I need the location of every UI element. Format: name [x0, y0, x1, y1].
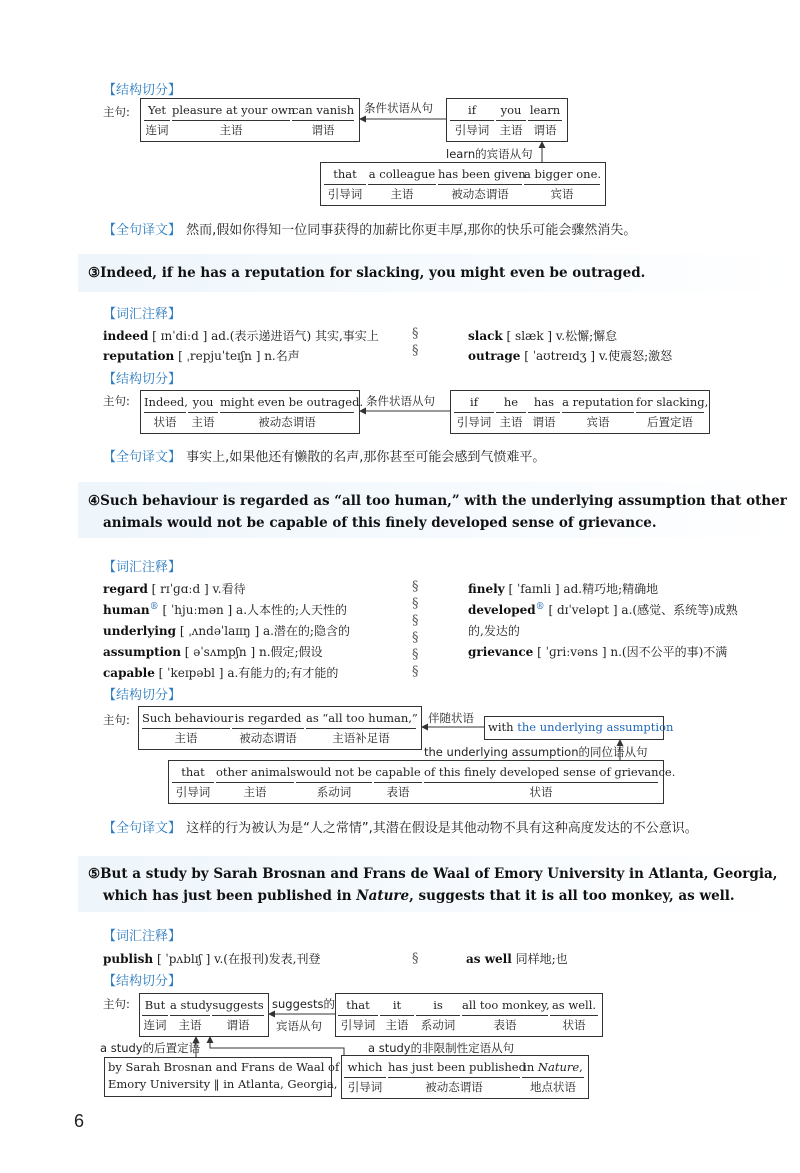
- translation-row: [103, 219, 636, 238]
- appositive-label: the underlying assumption的同位语从句: [424, 745, 648, 759]
- post-attr-line1: by Sarah Brosnan and Frans de Waal of: [108, 1060, 340, 1074]
- word: of this finely developed sense of grievance.: [424, 765, 676, 779]
- word: learn: [529, 103, 561, 117]
- accompany-label: 伴随状语: [428, 711, 474, 725]
- translation-row: [103, 446, 545, 465]
- role: 后置定语: [647, 415, 693, 429]
- role: 状语: [153, 415, 177, 429]
- main-clause-label: 主句:: [103, 997, 130, 1011]
- role: 引导词: [327, 187, 363, 201]
- struct-tag: 【结构切分】: [103, 974, 182, 989]
- role: 引导词: [456, 415, 492, 429]
- role: 表语: [493, 1018, 517, 1032]
- sentence-3: ③Indeed, if he has a reputation for slacking, you might even be outraged.: [88, 265, 646, 281]
- word: if: [468, 103, 476, 117]
- post-attr-label: a study的后置定语: [100, 1041, 201, 1055]
- vocab-entry: underlying [ ˌʌndəˈlaɪɪŋ ] a.潜在的;隐含的: [103, 624, 350, 638]
- role: 引导词: [347, 1080, 383, 1094]
- word: if: [470, 395, 478, 409]
- role: 主语: [499, 415, 523, 429]
- word: it: [392, 998, 402, 1012]
- word: for slacking,: [636, 395, 709, 409]
- role: 被动态谓语: [451, 187, 509, 201]
- word: might even be outraged.: [220, 395, 364, 409]
- word: But: [144, 998, 166, 1012]
- vocab-entry: slack [ slæk ] v.松懈;懈怠: [468, 329, 618, 343]
- role: 主语: [191, 415, 215, 429]
- role: 系动词: [316, 785, 352, 799]
- word: that: [346, 998, 370, 1012]
- word: suggests: [212, 998, 264, 1012]
- translation-tag: 【全句译文】: [103, 223, 182, 238]
- word: you: [192, 395, 214, 409]
- word: all too monkey,: [462, 998, 550, 1012]
- arrow: [210, 1037, 344, 1055]
- sentence-number: ④: [88, 493, 101, 509]
- word: that: [181, 765, 205, 779]
- word: a reputation: [562, 395, 634, 409]
- main-clause-label: 主句:: [103, 394, 130, 408]
- word: has: [533, 395, 555, 409]
- role: 主语: [499, 123, 523, 137]
- role: 状语: [562, 1018, 586, 1032]
- translation-text: 事实上,如果他还有懒散的名声,那你甚至可能会感到气愤难平。: [186, 450, 546, 465]
- cond-clause-label: 条件状语从句: [364, 101, 433, 115]
- word: as “all too human,”: [306, 711, 418, 725]
- vocab-entry: outrage [ ˈaʊtreɪdʒ ] v.使震怒;激怒: [468, 349, 673, 363]
- word: has just been published: [388, 1060, 526, 1074]
- translation-tag: 【全句译文】: [103, 450, 182, 465]
- vocab-entry: capable [ ˈkeɪpəbl ] a.有能力的;有才能的: [103, 666, 339, 680]
- word: that: [333, 167, 357, 181]
- wavy-divider: §: [412, 951, 419, 966]
- vocab-tag: 【词汇注释】: [103, 307, 182, 322]
- role: 宾语: [586, 415, 610, 429]
- role: 主语: [219, 123, 243, 137]
- vocab-entry: finely [ ˈfaɪnli ] ad.精巧地;精确地: [468, 582, 659, 596]
- role: 谓语: [226, 1018, 250, 1032]
- word: Indeed,: [144, 395, 188, 409]
- word: has been given: [438, 167, 526, 181]
- struct-tag: 【结构切分】: [103, 83, 182, 98]
- sentence-4: ④Such behaviour is regarded as “all too human,” with the underlying assumption that other: [88, 493, 787, 509]
- role: 连词: [145, 123, 169, 137]
- role: 主语: [385, 1018, 409, 1032]
- role: 被动态谓语: [239, 731, 297, 745]
- word: you: [500, 103, 522, 117]
- vocab-entry: grievance [ ˈɡriːvəns ] n.(因不公平的事)不满: [468, 645, 728, 659]
- sentence-5-line2: which has just been published in Nature, suggests that it is all too monkey, as well.: [103, 888, 735, 904]
- word: as well.: [551, 998, 597, 1012]
- word: would not be: [296, 765, 372, 779]
- cond-clause-label: 条件状语从句: [366, 394, 435, 408]
- role: 系动词: [420, 1018, 456, 1032]
- vocab-entry: indeed [ ɪnˈdiːd ] ad.(表示递进语气) 其实,事实上: [103, 329, 379, 343]
- role: 主语: [390, 187, 414, 201]
- word: a bigger one.: [524, 167, 602, 181]
- role: 地点状语: [530, 1080, 576, 1094]
- vocab-entry: developed® [ dɪˈveləpt ] a.(感觉、系统等)成熟: [468, 602, 738, 617]
- translation-row: [103, 817, 698, 836]
- vocab-tag: 【词汇注释】: [103, 929, 182, 944]
- sentence-number: ③: [88, 265, 101, 281]
- word: a study: [170, 998, 213, 1012]
- sentence-5: ⑤But a study by Sarah Brosnan and Frans de Waal of Emory University in Atlanta, Georgia,: [88, 866, 778, 882]
- translation-text: 然而,假如你得知一位同事获得的加薪比你更丰厚,那你的快乐可能会骤然消失。: [186, 223, 637, 238]
- word: pleasure at your own: [172, 103, 296, 117]
- word: capable: [375, 765, 421, 779]
- role: 表语: [386, 785, 410, 799]
- role: 主语: [178, 1018, 202, 1032]
- wavy-divider: § §: [412, 326, 419, 358]
- word: a colleague: [368, 167, 436, 181]
- role: 谓语: [533, 123, 557, 137]
- wavy-divider: § § § § § §: [412, 579, 419, 679]
- vocab-entry: assumption [ əˈsʌmpʃn ] n.假定;假设: [103, 645, 323, 659]
- word: Such behaviour: [142, 711, 234, 725]
- with-phrase: with the underlying assumption: [488, 720, 674, 734]
- word: which: [347, 1060, 383, 1074]
- vocab-entry: regard [ rɪˈɡɑːd ] v.看待: [103, 582, 246, 596]
- vocab-tag: 【词汇注释】: [103, 560, 182, 575]
- main-clause-label: 主句:: [103, 713, 130, 727]
- sentence-4-line2: animals would not be capable of this finely developed sense of grievance.: [103, 515, 657, 531]
- role: 主语: [174, 731, 198, 745]
- struct-tag: 【结构切分】: [103, 372, 182, 387]
- role: 连词: [143, 1018, 167, 1032]
- role: 主语补足语: [332, 731, 390, 745]
- role: 被动态谓语: [425, 1080, 483, 1094]
- obj-clause-label: learn的宾语从句: [446, 147, 533, 161]
- vocab-entry: reputation [ ˌrepjuˈteɪʃn ] n.名声: [103, 349, 300, 363]
- main-clause-label: 主句:: [103, 105, 130, 119]
- word: can vanish: [292, 103, 355, 117]
- post-attr-line2: Emory University ‖ in Atlanta, Georgia,: [108, 1077, 338, 1091]
- obj-clause-label: 宾语从句: [276, 1019, 322, 1033]
- role: 被动态谓语: [258, 415, 316, 429]
- word: he: [503, 395, 519, 409]
- role: 引导词: [340, 1018, 376, 1032]
- word: is regarded: [234, 711, 302, 725]
- vocab-entry: as well 同样地;也: [466, 952, 568, 966]
- vocab-entry: human® [ ˈhjuːmən ] a.人本性的;人天性的: [103, 602, 348, 617]
- role: 谓语: [311, 123, 335, 137]
- nonres-label: a study的非限制性定语从句: [368, 1041, 515, 1055]
- role: 主语: [243, 785, 267, 799]
- word: other animals: [216, 765, 297, 779]
- role: 宾语: [550, 187, 574, 201]
- translation-text: 这样的行为被认为是“人之常情”,其潜在假设是其他动物不具有这种高度发达的不公意识。: [186, 821, 698, 836]
- role: 引导词: [175, 785, 211, 799]
- vocab-entry: publish [ ˈpʌblɪʃ ] v.(在报刊)发表,刊登: [103, 952, 321, 966]
- vocab-entry-cont: 的,发达的: [468, 624, 520, 638]
- translation-tag: 【全句译文】: [103, 821, 182, 836]
- struct-tag: 【结构切分】: [103, 688, 182, 703]
- page-number: 6: [74, 1111, 85, 1131]
- word: in Nature,: [523, 1060, 583, 1074]
- role: 状语: [529, 785, 553, 799]
- role: 引导词: [454, 123, 490, 137]
- role: 谓语: [532, 415, 556, 429]
- word: is: [433, 998, 443, 1012]
- word: Yet: [147, 103, 167, 117]
- sentence-number: ⑤: [88, 866, 101, 882]
- obj-clause-label: suggests的: [272, 997, 335, 1011]
